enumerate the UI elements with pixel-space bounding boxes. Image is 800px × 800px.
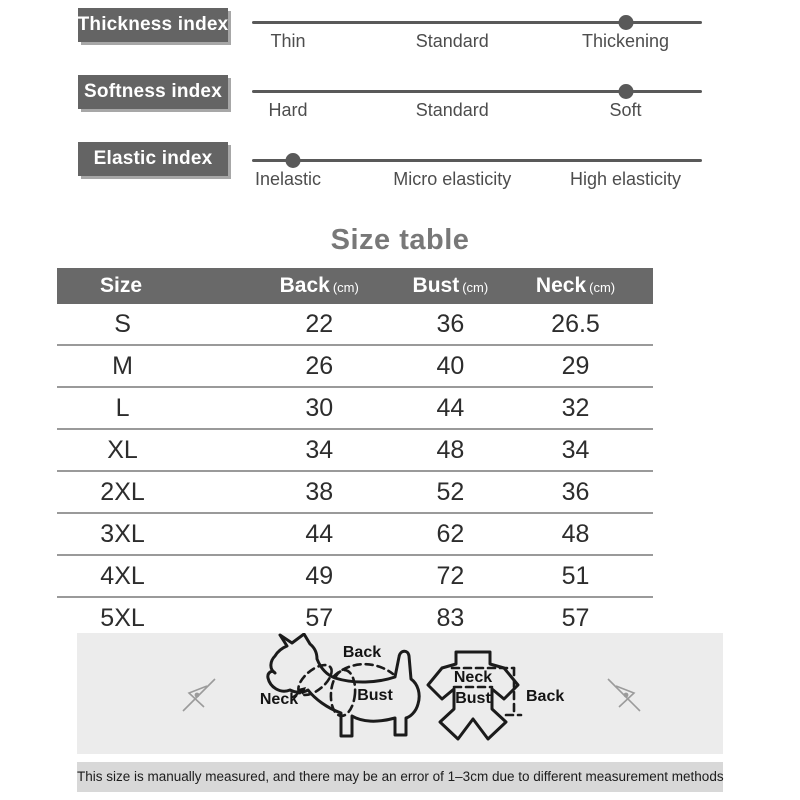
elastic-index-label: Elastic index [78, 142, 228, 176]
scale-level-label: Inelastic [254, 169, 322, 189]
size-table-body [57, 304, 653, 638]
cell-neck: 36 [561, 478, 590, 506]
cell-size: 3XL [100, 520, 145, 548]
cell-back: 44 [305, 520, 334, 548]
dog-bust-label: Bust [357, 687, 393, 704]
thickness-scale-labels [252, 31, 702, 55]
scale-level-label: Thin [270, 31, 306, 51]
cell-neck: 34 [561, 436, 590, 464]
softness-scale-track [252, 90, 702, 93]
cell-size: M [112, 352, 133, 380]
size-table-header [57, 268, 653, 304]
scale-level-label: Standard [415, 31, 489, 51]
cell-bust: 83 [436, 604, 465, 632]
cell-bust: 44 [436, 394, 465, 422]
table-row [57, 556, 653, 598]
cell-neck: 51 [561, 562, 590, 590]
dog-back-label: Back [342, 644, 382, 661]
cell-bust: 36 [436, 310, 465, 338]
decorative-left-arrow-icon [177, 673, 221, 717]
thickness-scale-track [252, 21, 702, 24]
dog-neck-label: Neck [259, 691, 299, 708]
cell-neck: 26.5 [551, 310, 600, 338]
cell-neck: 57 [561, 604, 590, 632]
column-header-neck: Neck (cm) [535, 274, 616, 297]
table-row [57, 346, 653, 388]
cell-neck: 48 [561, 520, 590, 548]
thickness-scale-dot [618, 15, 633, 30]
table-row [57, 388, 653, 430]
thickness-index-scale [252, 21, 702, 71]
elastic-scale-track [252, 159, 702, 162]
cell-neck: 32 [561, 394, 590, 422]
scale-level-label: High elasticity [569, 169, 682, 189]
garment-back-label: Back [526, 688, 565, 705]
scale-level-label: Thickening [581, 31, 670, 51]
table-row [57, 598, 653, 638]
scale-level-label: Soft [609, 100, 642, 120]
cell-bust: 48 [436, 436, 465, 464]
table-row [57, 472, 653, 514]
cell-back: 22 [305, 310, 334, 338]
cell-size: 4XL [100, 562, 145, 590]
cell-back: 26 [305, 352, 334, 380]
cell-back: 49 [305, 562, 334, 590]
scale-level-label: Hard [268, 100, 308, 120]
cell-bust: 62 [436, 520, 465, 548]
softness-scale-dot [618, 84, 633, 99]
cell-size: S [114, 310, 131, 338]
decorative-right-arrow-icon [602, 673, 646, 717]
cell-size: L [115, 394, 130, 422]
table-row [57, 514, 653, 556]
column-header-back: Back (cm) [279, 274, 359, 297]
garment-measurement-illustration [426, 647, 576, 742]
softness-index-scale [252, 90, 702, 140]
garment-bust-label: Bust [455, 690, 491, 707]
column-header-size: Size [100, 274, 143, 297]
cell-size: 5XL [100, 604, 145, 632]
garment-neck-label: Neck [453, 669, 493, 686]
measurement-diagram-panel [77, 633, 723, 754]
cell-bust: 52 [436, 478, 465, 506]
cell-back: 30 [305, 394, 334, 422]
softness-scale-labels [252, 100, 702, 124]
dog-measurement-illustration [259, 633, 429, 743]
cell-back: 38 [305, 478, 334, 506]
elastic-index-scale [252, 159, 702, 209]
softness-index-label: Softness index [78, 75, 228, 109]
table-row [57, 304, 653, 346]
cell-back: 57 [305, 604, 334, 632]
scale-level-label: Micro elasticity [393, 169, 512, 189]
cell-bust: 40 [436, 352, 465, 380]
measurement-disclaimer: This size is manually measured, and there may be an error of 1–3cm due to different measurement methods [77, 762, 723, 792]
cell-size: 2XL [100, 478, 145, 506]
thickness-index-label: Thickness index [78, 8, 228, 42]
scale-level-label: Standard [415, 100, 489, 120]
cell-neck: 29 [561, 352, 590, 380]
dog-back-measure-line [333, 664, 393, 677]
cell-bust: 72 [436, 562, 465, 590]
column-header-bust: Bust (cm) [412, 274, 489, 297]
table-row [57, 430, 653, 472]
cell-back: 34 [305, 436, 334, 464]
cell-size: XL [107, 436, 138, 464]
elastic-scale-labels [252, 169, 702, 193]
elastic-scale-dot [285, 153, 300, 168]
size-table-title: Size table [330, 224, 470, 256]
